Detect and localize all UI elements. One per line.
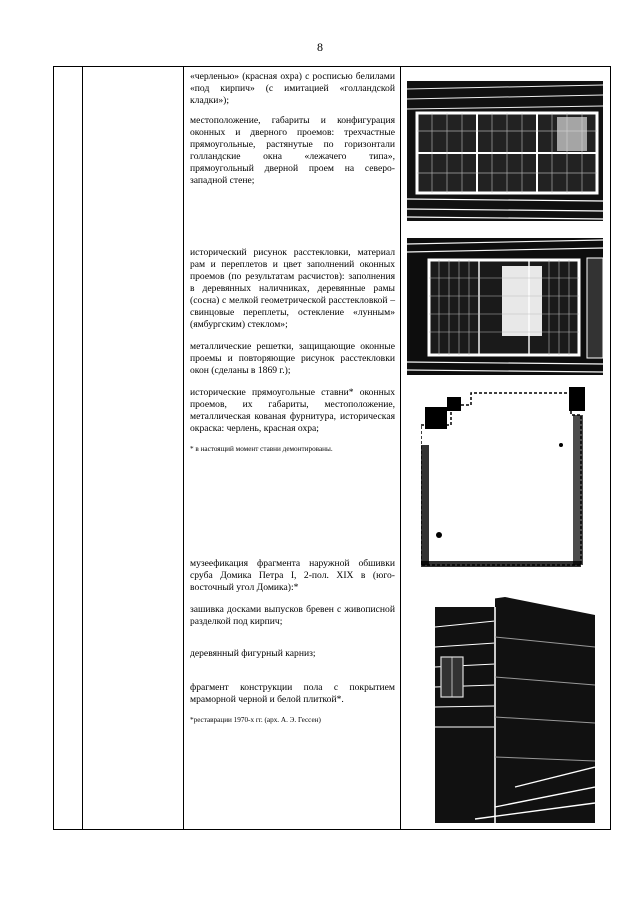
page-number: 8	[317, 40, 323, 54]
text-grilles: металлические решетки, защищающие оконные проемы и повторяющие рисунок расстекловки окон (сделаны в 1869 г.);	[190, 341, 395, 376]
description-cell	[184, 67, 401, 830]
text-shutters: исторические прямоугольные ставни* оконных проемов, их габариты, местоположение, металлическая кованая фурнитура, историческая окраска: черлень, красная охра;	[190, 387, 395, 434]
monument-features-table	[53, 66, 611, 830]
text-cornice: деревянный фигурный карниз;	[190, 648, 316, 659]
number-cell	[54, 67, 83, 830]
window-facade-photo	[407, 81, 603, 221]
lattice-window-photo	[407, 238, 603, 375]
text-floor: фрагмент конструкции пола с покрытием мраморной черной и белой плиткой*.	[190, 682, 395, 705]
text-museumification: музеефикация фрагмента наружной обшивки сруба Домика Петра I, 2-пол. XIX в (юго-восточный угол Домика):*	[190, 558, 395, 593]
item-cell	[83, 67, 184, 830]
footnote-restoration: *реставрации 1970-х гг. (арх. А. Э. Гессен)	[190, 716, 321, 724]
house-corner-photo	[435, 597, 595, 823]
text-paint-imitation: «черленью» (красная охра) с росписью белилами «под кирпич» (с имитацией «голландской кладки»);	[190, 71, 395, 106]
text-boarding: зашивка досками выпусков бревен с живописной разделкой под кирпич;	[190, 604, 395, 627]
text-openings: местоположение, габариты и конфигурация оконных и дверного проемов: трехчастные прямоугольные, растянутые по горизонтали голландские окна «лежачего типа», прямоугольный дверной проем на северо-западной стене;	[190, 115, 395, 186]
table-row	[54, 67, 611, 830]
footnote-shutters: * в настоящий момент ставни демонтированы.	[190, 445, 333, 453]
photo-cell	[401, 67, 611, 830]
shutter-photo	[421, 385, 597, 577]
text-glazing: исторический рисунок расстекловки, материал рам и переплетов и цвет заполнений оконных проемов (по результатам расчистов): заполнения в деревянных наличниках, деревянные рамы (сосна) с мелкой геометрической расстекловкой – свинцовые переплеты, остекление «лунным» (ямбургским) стеклом»;	[190, 247, 395, 330]
